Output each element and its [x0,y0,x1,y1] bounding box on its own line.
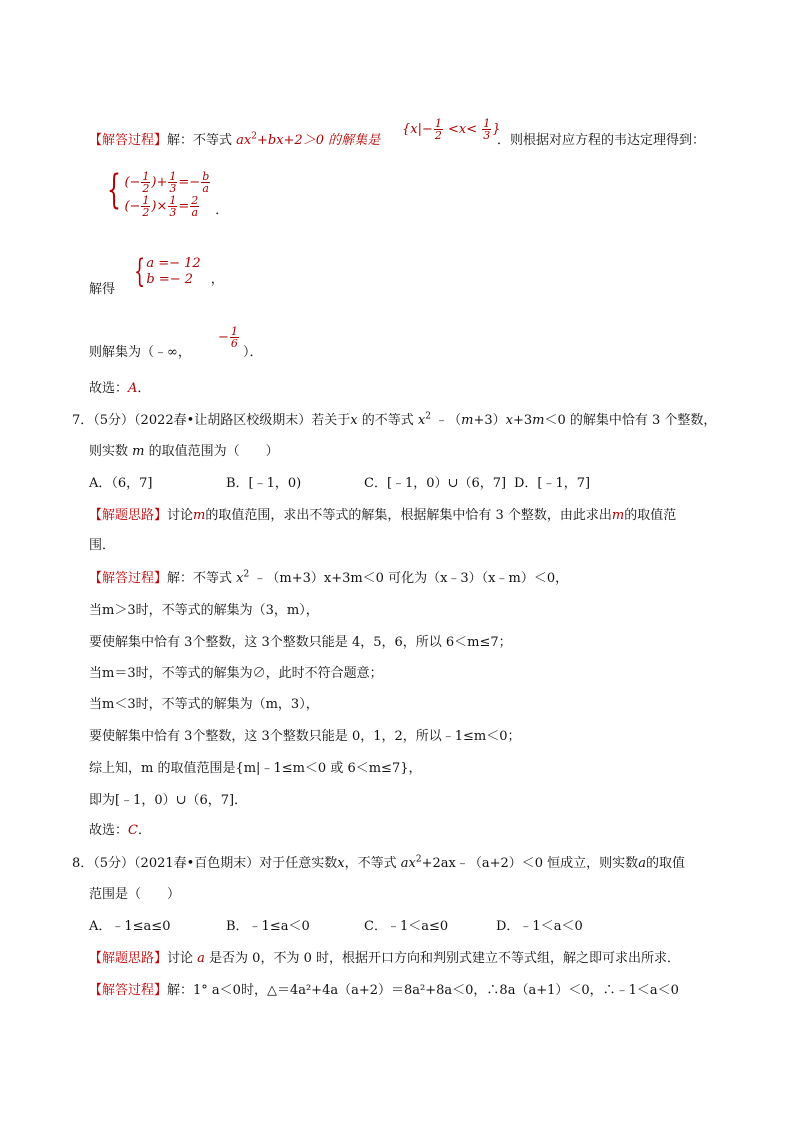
q7-process-1: 【解答过程】解：不等式 $x^2$ ﹣（m+3）x+3m＜0 可化为（x﹣3）（x﹣m）＜0， [89,569,569,586]
q7-process-6: 要使解集中恰有 3个整数，这 3个整数只能是 0，1，2，所以﹣1≤m＜0； [89,729,521,744]
q8-stem-1: 8．（5分）（2021春•百色期末）对于任意实数x，不等式 $ax^2+2ax﹣(a+2)<0$ 恒成立，则实数a的取值 [72,854,685,871]
choose-answer-7: 故选：C． [89,823,151,838]
q7-option-b: B．[﹣1，0) [226,476,302,491]
vieta-text: ．则根据对应方程的韦达定理得到： [497,133,706,148]
q7-process-4: 当m＝3时，不等式的解集为∅，此时不符合题意； [89,666,383,681]
result-fraction: − $\frac{1}{6}$ [218,325,238,350]
solution-system: { a =− 12 b =− 2 ， [134,252,224,290]
q8-option-a: A．﹣1≤a≤0 [89,919,171,934]
q8-option-c: C．﹣1＜a≤0 [364,919,449,934]
q7-idea-1: 【解题思路】讨论m的取值范围，求出不等式的解集，根据解集中恰有 3 个整数，由此求出m的取值范 [89,508,677,523]
vieta-eq-1: (− $\frac{1}{2}$ )+ $\frac{1}{3}$ =− $\frac{b}{a}$ [124,169,210,195]
solve-label: 解得 [89,282,116,297]
choose-answer-6: 故选：A． [89,381,151,396]
solution-set-formula: {x|− $\frac{1}{2}$ <x< $\frac{1}{3}$ } [402,117,501,142]
q8-idea: 【解题思路】讨论 a 是否为 0，不为 0 时，根据开口方向和判别式建立不等式组，解之即可求出所求． [89,951,680,966]
result-line: 则解集为（﹣∞， [89,345,191,360]
vieta-eq-2: (− $\frac{1}{2}$ )× $\frac{1}{3}$ = $\frac{2}{a}$ [124,193,199,219]
q7-stem-1: 7．（5分）（2022春•让胡路区校级期末）若关于x 的不等式 $x^2$ ﹣（m+3）x+3m＜0 的解集中恰有 3 个整数， [72,411,717,428]
q8-process-1: 【解答过程】解：1° a＜0时，△＝4a²+4a（a+2）＝8a²+8a＜0，∴8a（a+1）＜0，∴﹣1＜a＜0 [89,983,679,998]
q7-option-c: C．[﹣1，0）∪（6，7] [364,476,507,491]
q8-option-d: D．﹣1＜a＜0 [496,919,583,934]
q7-stem-2: 则实数 m 的取值范围为（ ） [89,444,279,459]
q8-stem-2: 范围是（ ） [89,887,181,902]
q7-idea-2: 围． [89,538,116,553]
q7-process-5: 当m＜3时，不等式的解集为（m，3）， [89,697,319,712]
vieta-system: { (− $\frac{1}{2}$ )+ $\frac{1}{3}$ =− $\frac{b}{a}$ (− $\frac{1}{2}$ )× $\frac{1}{3}$ = $\frac{2}{a}$ ． [107,167,229,219]
q7-process-8: 即为[﹣1，0）∪（6，7]． [89,793,248,808]
q7-process-7: 综上知，m 的取值范围是{m|﹣1≤m＜0 或 6＜m≤7}， [89,761,422,776]
q7-process-3: 要使解集中恰有 3个整数，这 3个整数只能是 4，5，6，所以 6＜m≤7； [89,635,512,650]
q7-option-d: D．[﹣1，7] [514,476,591,491]
q7-option-a: A．（6，7] [89,476,153,491]
answer-process-tag: 【解答过程】 [89,133,168,148]
q7-process-2: 当m＞3时，不等式的解集为（3，m）， [89,603,319,618]
q8-option-b: B．﹣1≤a＜0 [226,919,310,934]
answer-process-line-1: 【解答过程】解：不等式 $ax^2+bx+2>0$ 的解集是 [89,131,381,148]
